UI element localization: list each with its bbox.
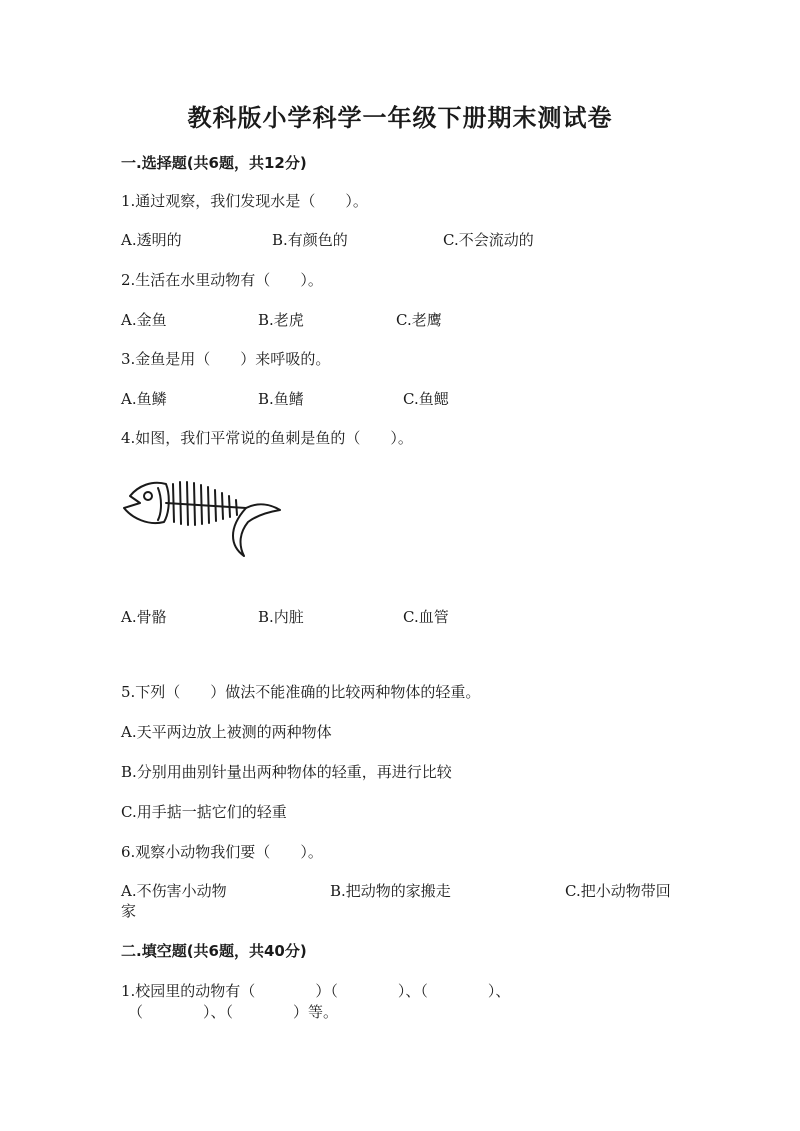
question-3-option-b: B.鱼鳍	[258, 390, 304, 408]
question-1-option-a: A.透明的	[121, 231, 182, 249]
question-1-option-c: C.不会流动的	[443, 231, 534, 249]
question-4-option-a: A.骨骼	[121, 608, 167, 626]
question-2-option-a: A.金鱼	[121, 311, 167, 329]
question-6-option-c-wrap: 家	[121, 902, 137, 920]
question-6-option-b: B.把动物的家搬走	[330, 882, 451, 900]
question-5-option-a: A.天平两边放上被测的两种物体	[121, 723, 332, 741]
question-3-option-c: C.鱼鳃	[403, 390, 449, 408]
question-3-option-a: A.鱼鳞	[121, 390, 167, 408]
question-4-option-b: B.内脏	[258, 608, 304, 626]
question-2-stem: 2.生活在水里动物有（ ）。	[121, 271, 323, 289]
question-6-stem: 6.观察小动物我们要（ ）。	[121, 843, 323, 861]
question-5-option-c: C.用手掂一掂它们的轻重	[121, 803, 287, 821]
section-fill-in-heading: 二.填空题(共6题，共40分)	[121, 942, 307, 960]
question-2-option-b: B.老虎	[258, 311, 304, 329]
fill-question-1-line-1: 1.校园里的动物有（ ）（ ）、（ ）、	[121, 982, 511, 1000]
question-4-option-c: C.血管	[403, 608, 449, 626]
question-6-option-c: C.把小动物带回	[565, 882, 671, 900]
fill-question-1-line-2: （ ）、（ ）等。	[128, 1003, 339, 1021]
question-6-option-a: A.不伤害小动物	[121, 882, 227, 900]
question-2-option-c: C.老鹰	[396, 311, 442, 329]
exam-title: 教科版小学科学一年级下册期末测试卷	[187, 104, 613, 132]
question-5-option-b: B.分别用曲别针量出两种物体的轻重，再进行比较	[121, 763, 452, 781]
section-multiple-choice-heading: 一.选择题(共6题，共12分)	[121, 154, 307, 172]
question-5-stem: 5.下列（ ）做法不能准确的比较两种物体的轻重。	[121, 683, 481, 701]
question-3-stem: 3.金鱼是用（ ）来呼吸的。	[121, 350, 331, 368]
question-1-option-b: B.有颜色的	[272, 231, 348, 249]
question-4-stem: 4.如图，我们平常说的鱼刺是鱼的（ ）。	[121, 429, 413, 447]
fish-skeleton-illustration	[118, 470, 288, 562]
question-1-stem: 1.通过观察，我们发现水是（ ）。	[121, 192, 368, 210]
